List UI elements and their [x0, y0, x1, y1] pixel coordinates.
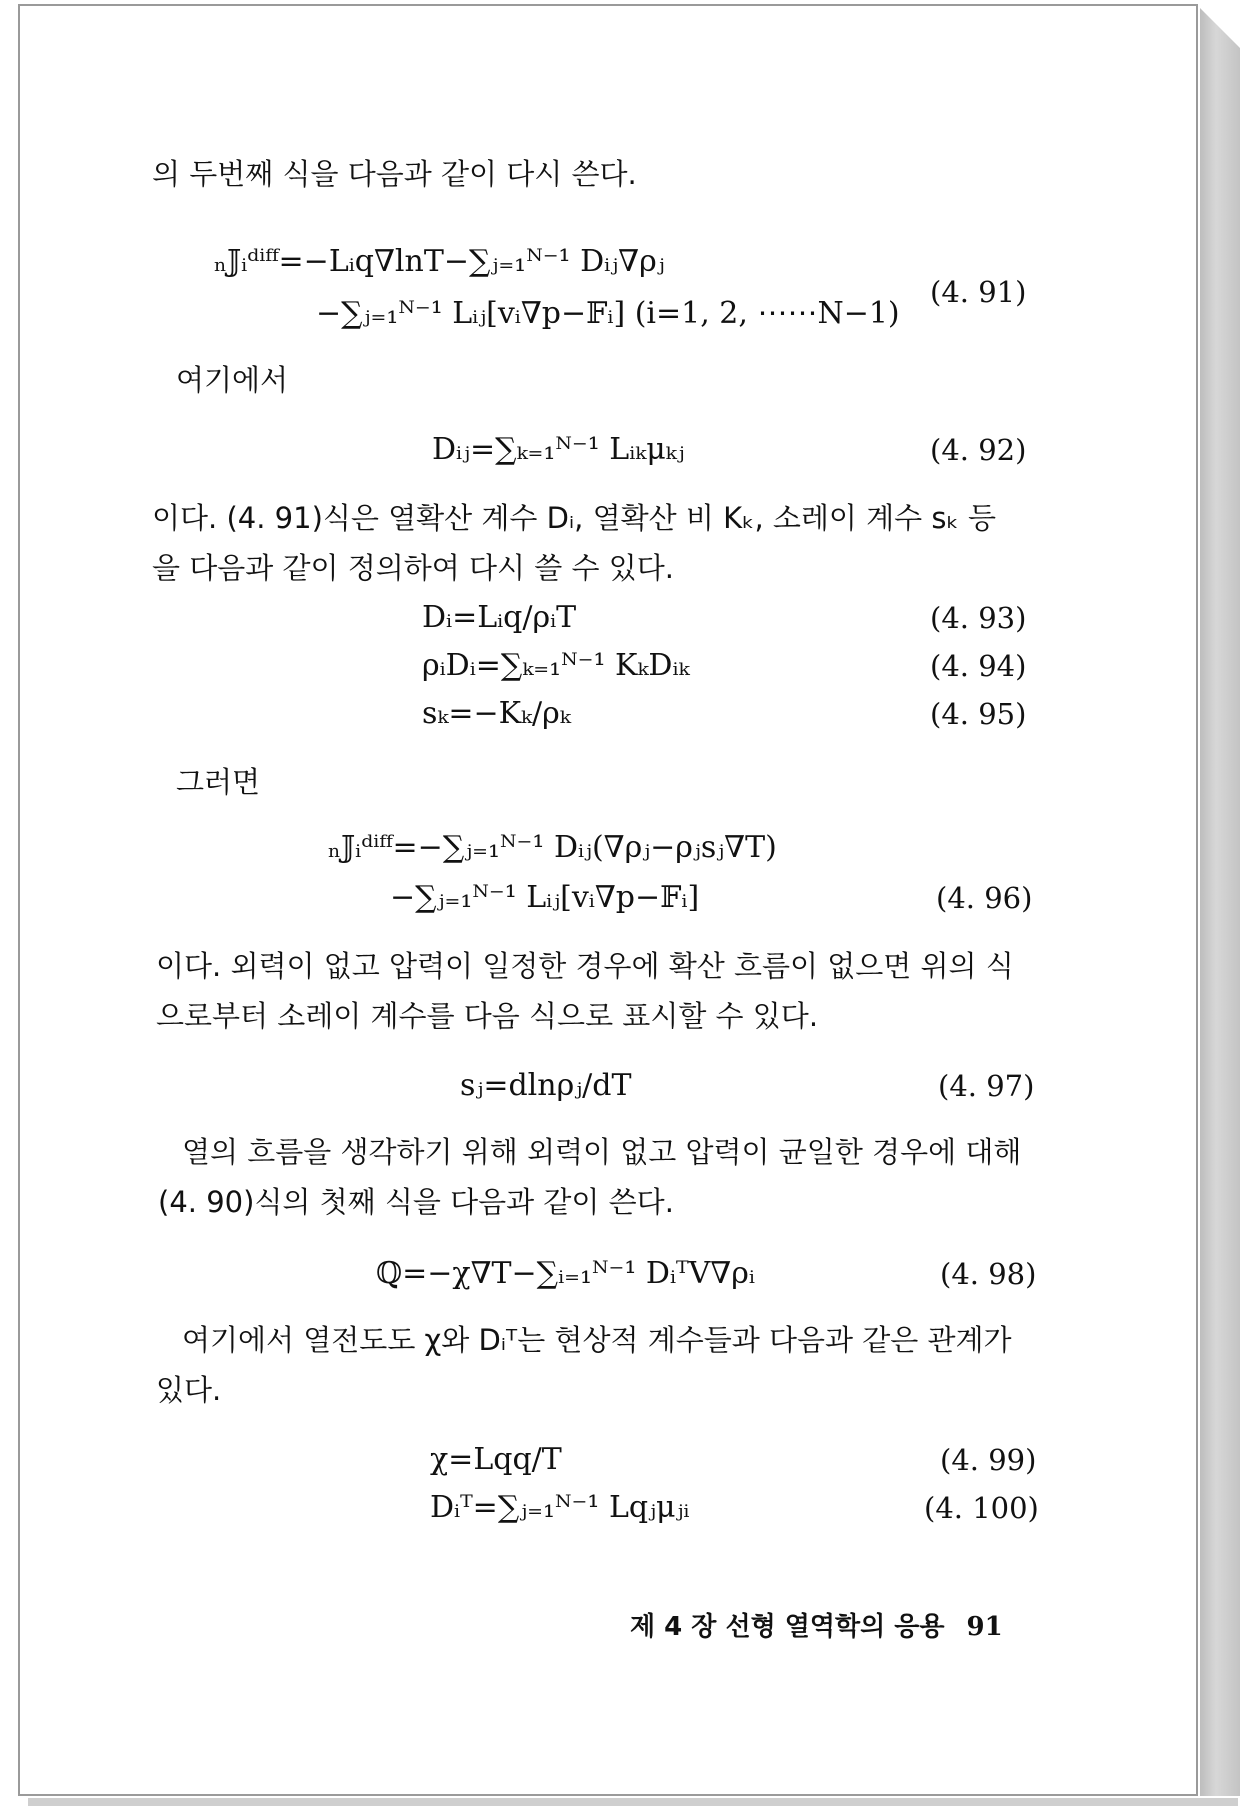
paragraph-line: 이다. (4. 91)식은 열확산 계수 Dᵢ, 열확산 비 Kₖ, 소레이 계수 sₖ 등 [152, 501, 997, 535]
equation-number: (4. 95) [930, 697, 1027, 731]
equation-4-91-line-2: −∑ⱼ₌₁ᴺ⁻¹ Lᵢⱼ[vᵢ∇p−𝔽ᵢ] (i=1, 2, ⋯⋯N−1) [316, 296, 900, 331]
equation-number: (4. 96) [936, 881, 1033, 915]
equation-4-92: Dᵢⱼ=∑ₖ₌₁ᴺ⁻¹ Lᵢₖμₖⱼ [432, 432, 685, 467]
paragraph-line: 으로부터 소레이 계수를 다음 식으로 표시할 수 있다. [156, 999, 819, 1033]
paragraph-line: 을 다음과 같이 정의하여 다시 쓸 수 있다. [152, 551, 674, 585]
paragraph-line: 의 두번째 식을 다음과 같이 다시 쓴다. [152, 157, 637, 191]
equation-4-97: sⱼ=dlnρⱼ/dT [460, 1068, 632, 1103]
equation-number: (4. 97) [938, 1069, 1035, 1103]
equation-number: (4. 99) [940, 1443, 1037, 1477]
equation-number: (4. 91) [930, 275, 1027, 309]
equation-4-91-line-1: ₙ𝕁ᵢᵈⁱᶠᶠ=−Lᵢq∇lnT−∑ⱼ₌₁ᴺ⁻¹ Dᵢⱼ∇ρⱼ [214, 244, 665, 279]
equation-number: (4. 92) [930, 433, 1027, 467]
equation-4-95: sₖ=−Kₖ/ρₖ [422, 696, 571, 731]
chapter-running-head: 제 4 장 선형 열역학의 응용 [630, 1612, 945, 1642]
paragraph-line: 그러면 [176, 765, 261, 799]
equation-4-94: ρᵢDᵢ=∑ₖ₌₁ᴺ⁻¹ KₖDᵢₖ [422, 648, 690, 683]
paragraph-line: 이다. 외력이 없고 압력이 일정한 경우에 확산 흐름이 없으면 위의 식 [156, 949, 1014, 983]
equation-4-99: χ=Lqq/T [430, 1442, 562, 1477]
equation-number: (4. 100) [924, 1491, 1039, 1525]
paragraph-line: 열의 흐름을 생각하기 위해 외력이 없고 압력이 균일한 경우에 대해 [182, 1135, 1022, 1169]
equation-4-96-line-2: −∑ⱼ₌₁ᴺ⁻¹ Lᵢⱼ[vᵢ∇p−𝔽ᵢ] [390, 880, 700, 915]
paragraph-line: 여기에서 [176, 363, 289, 397]
equation-4-96-line-1: ₙ𝕁ᵢᵈⁱᶠᶠ=−∑ⱼ₌₁ᴺ⁻¹ Dᵢⱼ(∇ρⱼ−ρⱼsⱼ∇T) [328, 830, 777, 865]
page-edge-shadow [1200, 8, 1240, 1796]
paragraph-line: 여기에서 열전도도 χ와 Dᵢᵀ는 현상적 계수들과 다음과 같은 관계가 [182, 1323, 1012, 1357]
equation-4-93: Dᵢ=Lᵢq/ρᵢT [422, 600, 577, 635]
paragraph-line: (4. 90)식의 첫째 식을 다음과 같이 쓴다. [158, 1185, 674, 1219]
equation-number: (4. 93) [930, 601, 1027, 635]
page-bottom-shadow [28, 1798, 1238, 1806]
page-footer [630, 1606, 1003, 1643]
equation-4-100: Dᵢᵀ=∑ⱼ₌₁ᴺ⁻¹ Lqⱼμⱼᵢ [430, 1490, 690, 1525]
equation-4-98: ℚ=−χ∇T−∑ᵢ₌₁ᴺ⁻¹ DᵢᵀV∇ρᵢ [376, 1256, 755, 1291]
page-number: 91 [966, 1612, 1003, 1642]
equation-number: (4. 94) [930, 649, 1027, 683]
paragraph-line: 있다. [156, 1373, 222, 1407]
equation-number: (4. 98) [940, 1257, 1037, 1291]
